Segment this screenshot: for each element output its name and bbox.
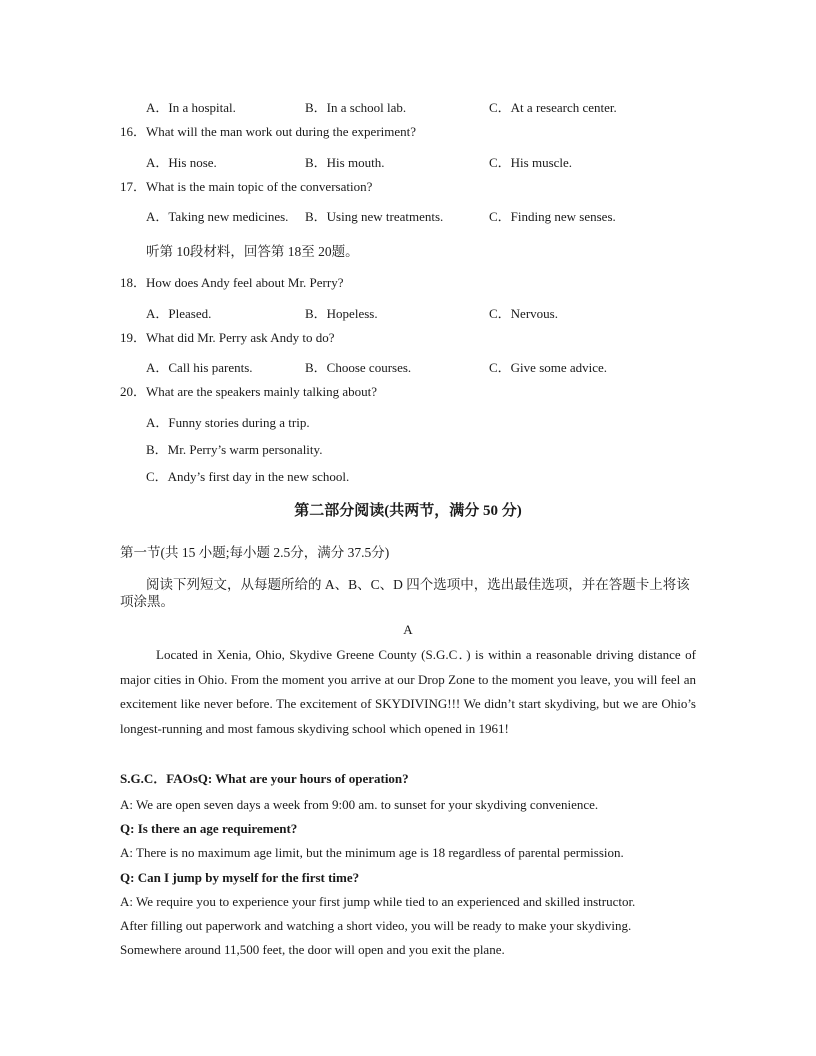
option-b: B．Hopeless. bbox=[305, 306, 378, 321]
option-a: A．Taking new medicines. bbox=[146, 209, 289, 224]
reading-instruction bbox=[120, 576, 696, 610]
option-b: B．In a school lab. bbox=[305, 100, 407, 115]
option-c: C．Andy’s first day in the new school. bbox=[146, 469, 350, 484]
option-b: B．His mouth. bbox=[305, 155, 385, 170]
option-c: C．Give some advice. bbox=[489, 360, 608, 375]
question-17-stem: 17．What is the main topic of the conversation? bbox=[120, 179, 373, 194]
faq-question-3: Q: Can I jump by myself for the first time? bbox=[120, 870, 360, 885]
passage-label-text: A bbox=[403, 622, 413, 637]
option-a: A．In a hospital. bbox=[146, 100, 236, 115]
option-c: C．His muscle. bbox=[489, 155, 573, 170]
faq-question-1: S.G.C．FAOsQ: What are your hours of operation? bbox=[120, 771, 409, 786]
option-b: B．Choose courses. bbox=[305, 360, 412, 375]
faq-answer-1: A: We are open seven days a week from 9:00 am. to sunset for your skydiving convenience. bbox=[120, 797, 599, 812]
option-c: C．Finding new senses. bbox=[489, 209, 616, 224]
reading-instruction-text: 阅读下列短文，从每题所给的 A、B、C、D 四个选项中，选出最佳选项，并在答题卡上将该项涂黑。 bbox=[120, 577, 690, 609]
question-16-stem: 16．What will the man work out during the experiment? bbox=[120, 124, 417, 139]
option-b: B．Using new treatments. bbox=[305, 209, 444, 224]
option-b: B．Mr. Perry’s warm personality. bbox=[146, 442, 323, 457]
part-two-title: 第二部分阅读(共两节，满分 50 分) bbox=[294, 503, 522, 519]
option-a: A．Pleased. bbox=[146, 306, 212, 321]
option-a: A．Funny stories during a trip. bbox=[146, 415, 310, 430]
section-one-title: 第一节(共 15 小题;每小题 2.5分，满分 37.5分) bbox=[120, 545, 390, 560]
question-20-stem: 20．What are the speakers mainly talking about? bbox=[120, 384, 378, 399]
passage-intro bbox=[120, 643, 696, 741]
option-a: A．Call his parents. bbox=[146, 360, 253, 375]
option-c: C．Nervous. bbox=[489, 306, 558, 321]
faq-question-2: Q: Is there an age requirement? bbox=[120, 821, 298, 836]
option-c: C．At a research center. bbox=[489, 100, 617, 115]
listening-instruction: 听第 10段材料，回答第 18至 20题。 bbox=[146, 244, 359, 259]
passage-intro-text: Located in Xenia, Ohio, Skydive Greene County (S.G.C．) is within a reasonable driving distance of major cities in Ohio. From the moment you arrive at our Drop Zone to the moment you leave, you will feel an excitement like never before. The excitement of SKYDIVING!!! We didn’t start skydiving, but we are Ohio’s longest-running and most famous skydiving school which opened in 1961! bbox=[120, 647, 696, 736]
faq-answer-3-line-1: A: We require you to experience your first jump while tied to an experienced and skilled instructor. bbox=[120, 894, 636, 909]
passage-label bbox=[0, 622, 816, 638]
option-a: A．His nose. bbox=[146, 155, 217, 170]
question-18-stem: 18．How does Andy feel about Mr. Perry? bbox=[120, 275, 344, 290]
question-19-stem: 19．What did Mr. Perry ask Andy to do? bbox=[120, 330, 335, 345]
faq-answer-3-line-3: Somewhere around 11,500 feet, the door will open and you exit the plane. bbox=[120, 942, 505, 957]
faq-answer-2: A: There is no maximum age limit, but the minimum age is 18 regardless of parental permission. bbox=[120, 845, 624, 860]
faq-answer-3-line-2: After filling out paperwork and watching a short video, you will be ready to make your skydiving. bbox=[120, 918, 632, 933]
